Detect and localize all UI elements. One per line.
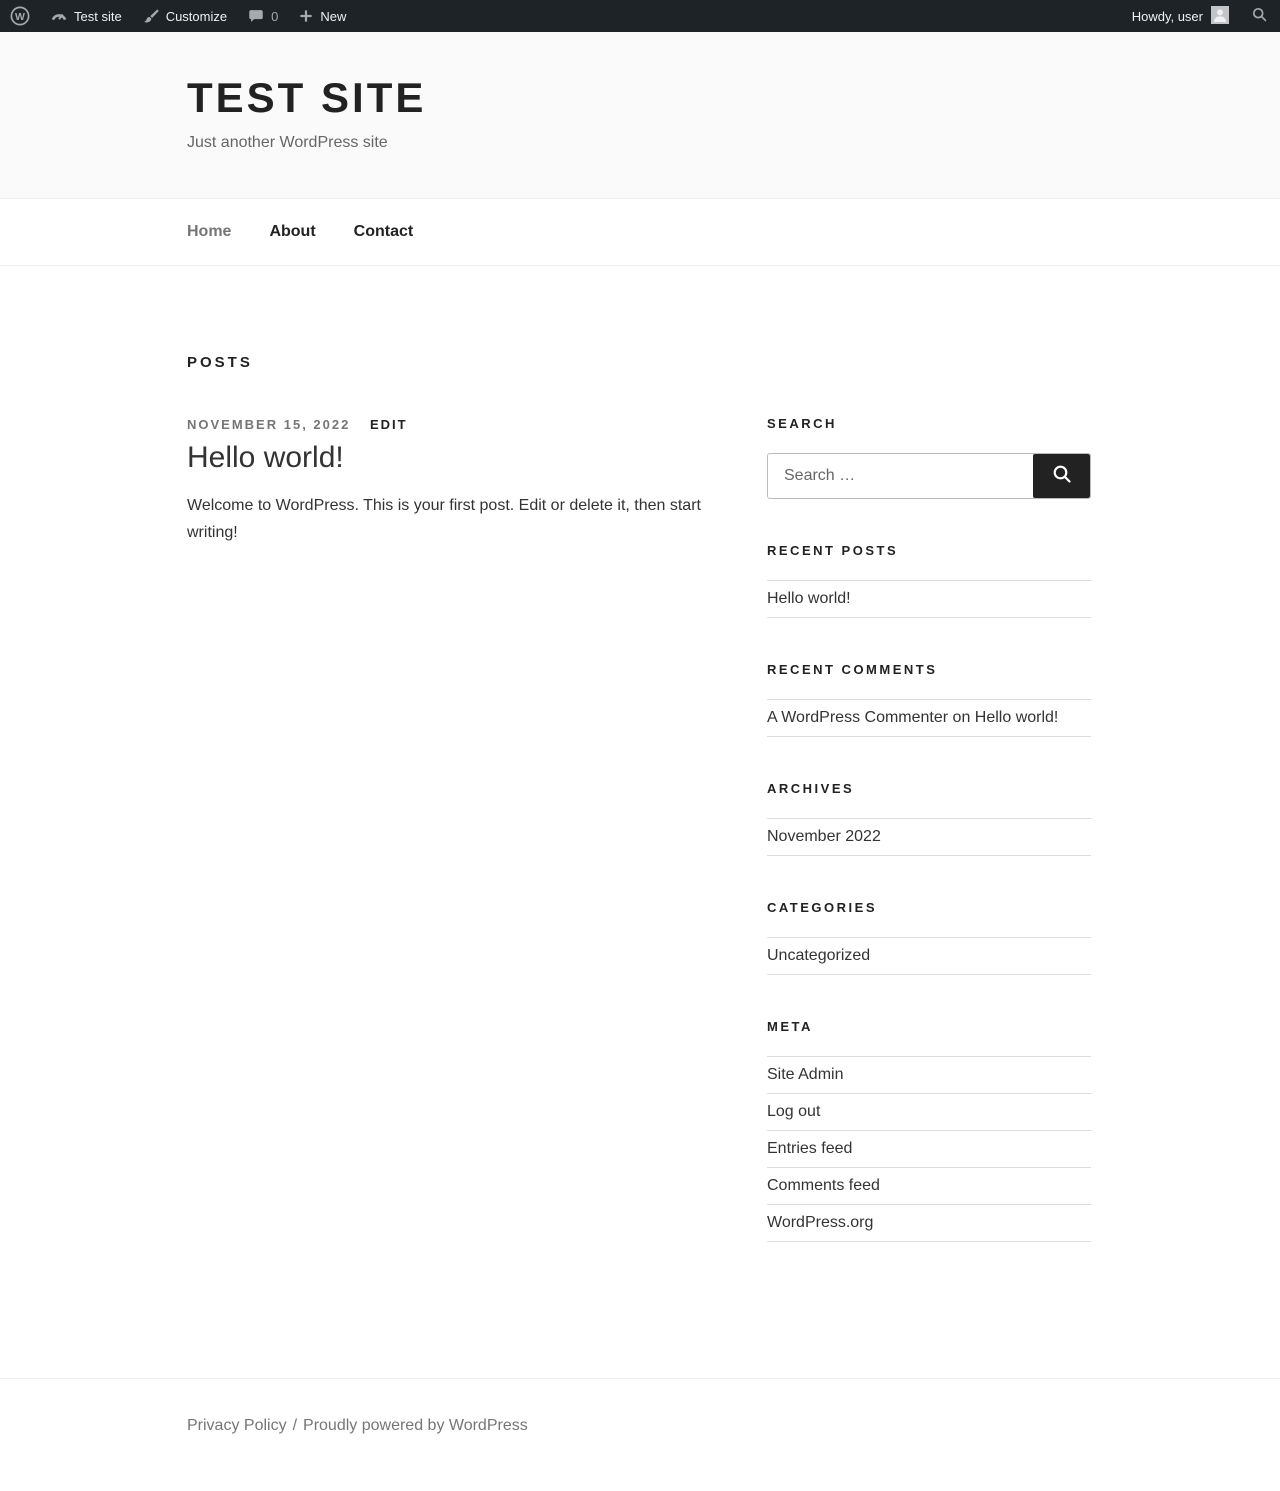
powered-by-link[interactable]: Proudly powered by WordPress	[303, 1416, 528, 1434]
widget-recent-posts	[767, 543, 1091, 618]
meta-item-entries-feed	[767, 1131, 1091, 1168]
meta-item-log-out	[767, 1094, 1091, 1131]
svg-text:W: W	[15, 11, 25, 23]
customize-brush-icon	[142, 7, 160, 25]
nav-link-contact[interactable]: Contact	[353, 222, 414, 240]
archive-item	[767, 819, 1091, 856]
admin-bar-new[interactable]	[288, 0, 356, 32]
meta-item-site-admin	[767, 1057, 1091, 1094]
search-widget-title: SEARCH	[767, 415, 837, 431]
search-icon	[1251, 6, 1268, 26]
post-title-link[interactable]: Hello world!	[187, 440, 344, 474]
widget-search	[767, 416, 1091, 499]
admin-bar-my-account[interactable]	[1122, 6, 1239, 27]
content-column	[187, 354, 714, 1286]
meta-title: META	[767, 1018, 813, 1034]
wordpress-org-link[interactable]: WordPress.org	[767, 1213, 874, 1231]
site-header	[0, 32, 1280, 198]
widget-meta	[767, 1019, 1091, 1242]
log-out-link[interactable]: Log out	[767, 1102, 821, 1120]
admin-bar-search[interactable]	[1239, 6, 1280, 26]
meta-item-comments-feed	[767, 1168, 1091, 1205]
main-navigation	[0, 198, 1280, 266]
post-hello-world	[187, 417, 714, 547]
admin-bar-comment-count: 0	[271, 8, 279, 24]
admin-bar-customize-label: Customize	[165, 8, 228, 24]
recent-comment-item	[767, 700, 1091, 737]
category-link[interactable]: Uncategorized	[767, 946, 871, 964]
search-form	[767, 453, 1091, 499]
admin-bar-site-name[interactable]	[40, 0, 132, 32]
widget-recent-comments	[767, 662, 1091, 737]
site-footer	[0, 1378, 1280, 1491]
search-button-icon	[1051, 463, 1073, 488]
nav-link-home[interactable]: Home	[187, 222, 232, 240]
nav-item-about	[269, 199, 315, 265]
site-tagline: Just another WordPress site	[187, 133, 388, 151]
user-avatar	[1211, 6, 1229, 27]
nav-item-home	[187, 199, 231, 265]
comment-conjunction: on	[948, 708, 975, 726]
footer-separator: /	[292, 1416, 298, 1434]
admin-bar-site-name-label: Test site	[74, 8, 122, 24]
entries-feed-link[interactable]: Entries feed	[767, 1139, 853, 1157]
posts-section-title: POSTS	[187, 353, 253, 371]
recent-comments-title: RECENT COMMENTS	[767, 661, 938, 677]
post-edit-link[interactable]: EDIT	[369, 416, 408, 432]
post-date-link[interactable]: NOVEMBER 15, 2022	[187, 416, 351, 432]
comment-author-link[interactable]: A WordPress Commenter	[767, 708, 949, 726]
meta-item-wordpress-org	[767, 1205, 1091, 1242]
howdy-label: Howdy, user	[1131, 8, 1203, 24]
privacy-policy-link[interactable]: Privacy Policy	[187, 1416, 287, 1434]
recent-post-item	[767, 581, 1091, 618]
comment-post-link[interactable]: Hello world!	[974, 708, 1059, 726]
comments-feed-link[interactable]: Comments feed	[767, 1176, 880, 1194]
category-item	[767, 938, 1091, 975]
site-admin-link[interactable]: Site Admin	[767, 1065, 844, 1083]
admin-bar-comments[interactable]	[237, 0, 288, 32]
wordpress-logo-icon	[10, 6, 30, 26]
search-input[interactable]	[768, 454, 1033, 498]
nav-link-about[interactable]: About	[269, 222, 316, 240]
post-body: Welcome to WordPress. This is your first post. Edit or delete it, then start writing!	[187, 497, 701, 542]
archives-title: ARCHIVES	[767, 780, 855, 796]
categories-title: CATEGORIES	[767, 899, 877, 915]
admin-bar	[0, 0, 1280, 32]
comments-bubble-icon	[247, 7, 265, 25]
admin-bar-customize[interactable]	[132, 0, 237, 32]
site-main	[0, 266, 1091, 1378]
recent-post-link[interactable]: Hello world!	[767, 589, 851, 607]
post-meta	[187, 417, 714, 432]
search-submit-button[interactable]	[1033, 454, 1090, 498]
archive-link[interactable]: November 2022	[767, 827, 881, 845]
nav-item-contact	[354, 199, 414, 265]
plus-icon	[298, 8, 314, 24]
widget-archives	[767, 781, 1091, 856]
dashboard-gauge-icon	[50, 7, 68, 25]
sidebar	[767, 416, 1091, 1286]
wordpress-logo-menu[interactable]	[0, 0, 40, 32]
site-title[interactable]: TEST SITE	[187, 74, 427, 121]
recent-posts-title: RECENT POSTS	[767, 542, 899, 558]
admin-bar-new-label: New	[320, 8, 347, 24]
widget-categories	[767, 900, 1091, 975]
